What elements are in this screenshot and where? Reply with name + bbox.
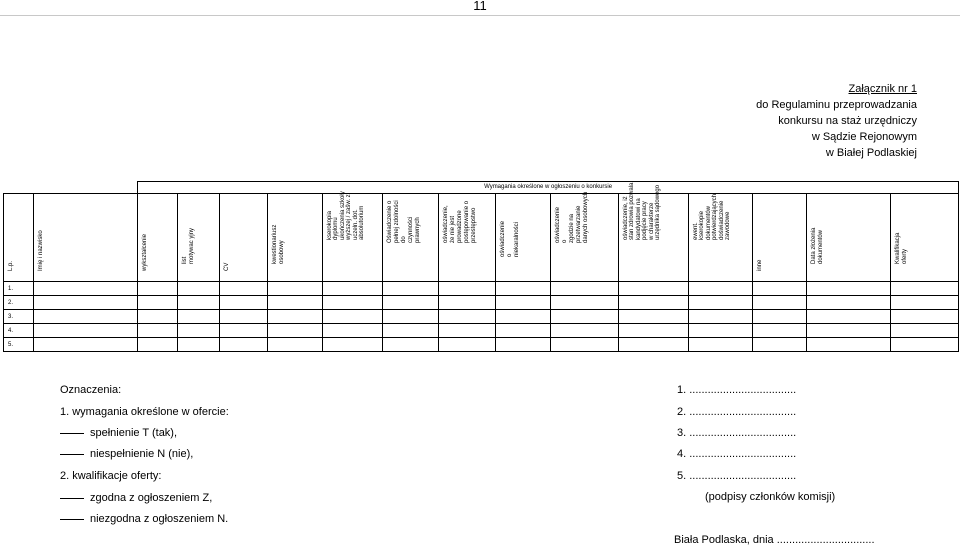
row-number: 1. — [4, 282, 34, 296]
table-cell[interactable] — [619, 296, 689, 310]
legend-item-not-met-label: niespełnienie N (nie), — [90, 448, 194, 460]
table-cell[interactable] — [551, 338, 619, 352]
col-header-motivation-letter: list motywac yjny — [178, 194, 220, 282]
page-number: 11 — [473, 0, 487, 13]
table-cell[interactable] — [496, 282, 551, 296]
table-row — [4, 296, 959, 310]
col-header-no-record: oświadczenie o niekaralności — [496, 194, 551, 282]
annex-header — [756, 81, 917, 161]
table-cell[interactable] — [753, 282, 807, 296]
table-cell[interactable] — [138, 338, 178, 352]
table-cell[interactable] — [753, 296, 807, 310]
table-cell[interactable] — [268, 310, 323, 324]
table-cell[interactable] — [439, 296, 496, 310]
legend-item-noncompliant-label: niezgodna z ogłoszeniem N. — [90, 513, 229, 525]
legend-item-compliant-label: zgodna z ogłoszeniem Z, — [90, 492, 213, 504]
table-cell[interactable] — [178, 296, 220, 310]
dash-marker — [60, 519, 84, 520]
table-cell[interactable] — [619, 282, 689, 296]
col-header-qualification: Kwalifikacja oferty — [891, 194, 959, 282]
table-cell[interactable] — [323, 338, 383, 352]
table-cell[interactable] — [689, 324, 753, 338]
col-header-education: wykształcenie — [138, 194, 178, 282]
dash-marker — [60, 454, 84, 455]
table-cell[interactable] — [34, 282, 138, 296]
table-cell[interactable] — [496, 338, 551, 352]
table-cell[interactable] — [619, 310, 689, 324]
col-header-name: Imię i nazwisko — [34, 194, 138, 282]
table-cell[interactable] — [220, 282, 268, 296]
table-cell[interactable] — [220, 338, 268, 352]
table-cell[interactable] — [323, 296, 383, 310]
table-cell[interactable] — [383, 338, 439, 352]
table-cell[interactable] — [383, 324, 439, 338]
column-header-row — [4, 194, 959, 282]
table-cell[interactable] — [34, 296, 138, 310]
table-row — [4, 324, 959, 338]
col-header-data-consent: oświadczenie o zgodzie na przetwarzanie danych osobowych — [551, 194, 619, 282]
table-cell[interactable] — [891, 282, 959, 296]
table-cell[interactable] — [220, 310, 268, 324]
annex-title: Załącznik nr 1 — [848, 83, 917, 95]
table-cell[interactable] — [753, 338, 807, 352]
table-cell[interactable] — [551, 296, 619, 310]
qualification-heading: 2. kwalifikacje oferty: — [60, 470, 162, 482]
table-cell[interactable] — [619, 324, 689, 338]
table-cell[interactable] — [689, 338, 753, 352]
row-number: 2. — [4, 296, 34, 310]
requirements-caption: Wymagania określone w ogłoszeniu o konkursie — [138, 182, 959, 194]
table-cell[interactable] — [34, 310, 138, 324]
table-cell[interactable] — [323, 282, 383, 296]
table-cell[interactable] — [383, 296, 439, 310]
table-cell[interactable] — [268, 338, 323, 352]
table-cell[interactable] — [891, 338, 959, 352]
table-cell[interactable] — [807, 310, 891, 324]
table-cell[interactable] — [753, 310, 807, 324]
table-cell[interactable] — [439, 310, 496, 324]
header-divider — [0, 15, 960, 16]
table-cell[interactable] — [323, 324, 383, 338]
table-cell[interactable] — [496, 310, 551, 324]
legend-item-met-label: spełnienie T (tak), — [90, 427, 178, 439]
annex-line-4: w Białej Podlaskiej — [825, 147, 917, 159]
legend-item-not-met — [60, 448, 193, 460]
table-cell[interactable] — [496, 296, 551, 310]
signature-line: 3. ................................... — [677, 427, 797, 439]
signature-line: 5. ................................... — [677, 470, 797, 482]
table-cell[interactable] — [268, 324, 323, 338]
col-header-diploma: kserokopia dyplomu ukończenia szkoły wyższej / zašw. z uczeln. dot. absolutorium — [323, 194, 383, 282]
table-cell[interactable] — [439, 282, 496, 296]
table-cell[interactable] — [496, 324, 551, 338]
table-cell[interactable] — [138, 324, 178, 338]
table-cell[interactable] — [178, 324, 220, 338]
table-cell[interactable] — [138, 282, 178, 296]
row-number: 5. — [4, 338, 34, 352]
table-cell[interactable] — [891, 310, 959, 324]
evaluation-table — [3, 181, 959, 352]
signature-line: 4. ................................... — [677, 448, 797, 460]
table-cell[interactable] — [807, 296, 891, 310]
table-cell[interactable] — [178, 338, 220, 352]
col-header-cv: CV — [220, 194, 268, 282]
table-cell[interactable] — [891, 296, 959, 310]
table-cell[interactable] — [178, 310, 220, 324]
table-cell[interactable] — [891, 324, 959, 338]
col-header-no-proceedings: oświadczenie, że nie jest prowadzone postępowanie o przestępstwo — [439, 194, 496, 282]
table-cell[interactable] — [178, 282, 220, 296]
signatures-note: (podpisy członków komisji) — [705, 491, 836, 503]
table-row — [4, 282, 959, 296]
signature-line: 1. ................................... — [677, 384, 797, 396]
legend-item-noncompliant — [60, 513, 228, 525]
table-row — [4, 310, 959, 324]
table-cell[interactable] — [138, 296, 178, 310]
annex-line-1: do Regulaminu przeprowadzania — [756, 99, 917, 111]
table-cell[interactable] — [138, 310, 178, 324]
col-header-questionnaire: kwestionariusz osobowy — [268, 194, 323, 282]
legend-item-met — [60, 427, 177, 439]
table-cell[interactable] — [34, 338, 138, 352]
col-header-legal-capacity: Oświadczenie o pełnej zdolności do czynności prawnych — [383, 194, 439, 282]
table-cell[interactable] — [551, 324, 619, 338]
table-cell[interactable] — [689, 296, 753, 310]
table-cell[interactable] — [807, 282, 891, 296]
table-cell[interactable] — [34, 324, 138, 338]
table-cell[interactable] — [268, 296, 323, 310]
signature-line: 2. ................................... — [677, 406, 797, 418]
requirements-heading: 1. wymagania określone w ofercie: — [60, 406, 229, 418]
table-cell[interactable] — [619, 338, 689, 352]
table-cell[interactable] — [439, 324, 496, 338]
table-row — [4, 338, 959, 352]
col-header-health: oświadczenie, iż stan zdrowia pozwala kandydatowi na podjęcie pracy w charakterze urzędnika sądowego — [619, 194, 689, 282]
annex-line-3: w Sądzie Rejonowym — [811, 131, 917, 143]
col-header-date: Data złożenia dokumentów — [807, 194, 891, 282]
col-header-experience: ewent. kserokopie dokumentów potwierdzających doświadczenie zawodowe — [689, 194, 753, 282]
legend-heading: Oznaczenia: — [60, 384, 122, 396]
table-cell[interactable] — [220, 296, 268, 310]
table-cell[interactable] — [807, 324, 891, 338]
table-cell[interactable] — [383, 282, 439, 296]
table-cell[interactable] — [220, 324, 268, 338]
col-header-lp: L.p. — [4, 194, 34, 282]
annex-line-2: konkursu na staż urzędniczy — [778, 115, 917, 127]
table-cell[interactable] — [551, 310, 619, 324]
table-cell[interactable] — [383, 310, 439, 324]
corner-cell-left — [4, 182, 138, 194]
table-cell[interactable] — [689, 282, 753, 296]
table-cell[interactable] — [807, 338, 891, 352]
table-cell[interactable] — [323, 310, 383, 324]
row-number: 3. — [4, 310, 34, 324]
dash-marker — [60, 498, 84, 499]
table-cell[interactable] — [268, 282, 323, 296]
col-header-other: inne — [753, 194, 807, 282]
row-number: 4. — [4, 324, 34, 338]
table-cell[interactable] — [753, 324, 807, 338]
table-cell[interactable] — [551, 282, 619, 296]
legend-item-compliant — [60, 492, 212, 504]
dash-marker — [60, 433, 84, 434]
place-date-line: Biała Podlaska, dnia ................................ — [674, 534, 875, 546]
table-cell[interactable] — [439, 338, 496, 352]
table-cell[interactable] — [689, 310, 753, 324]
